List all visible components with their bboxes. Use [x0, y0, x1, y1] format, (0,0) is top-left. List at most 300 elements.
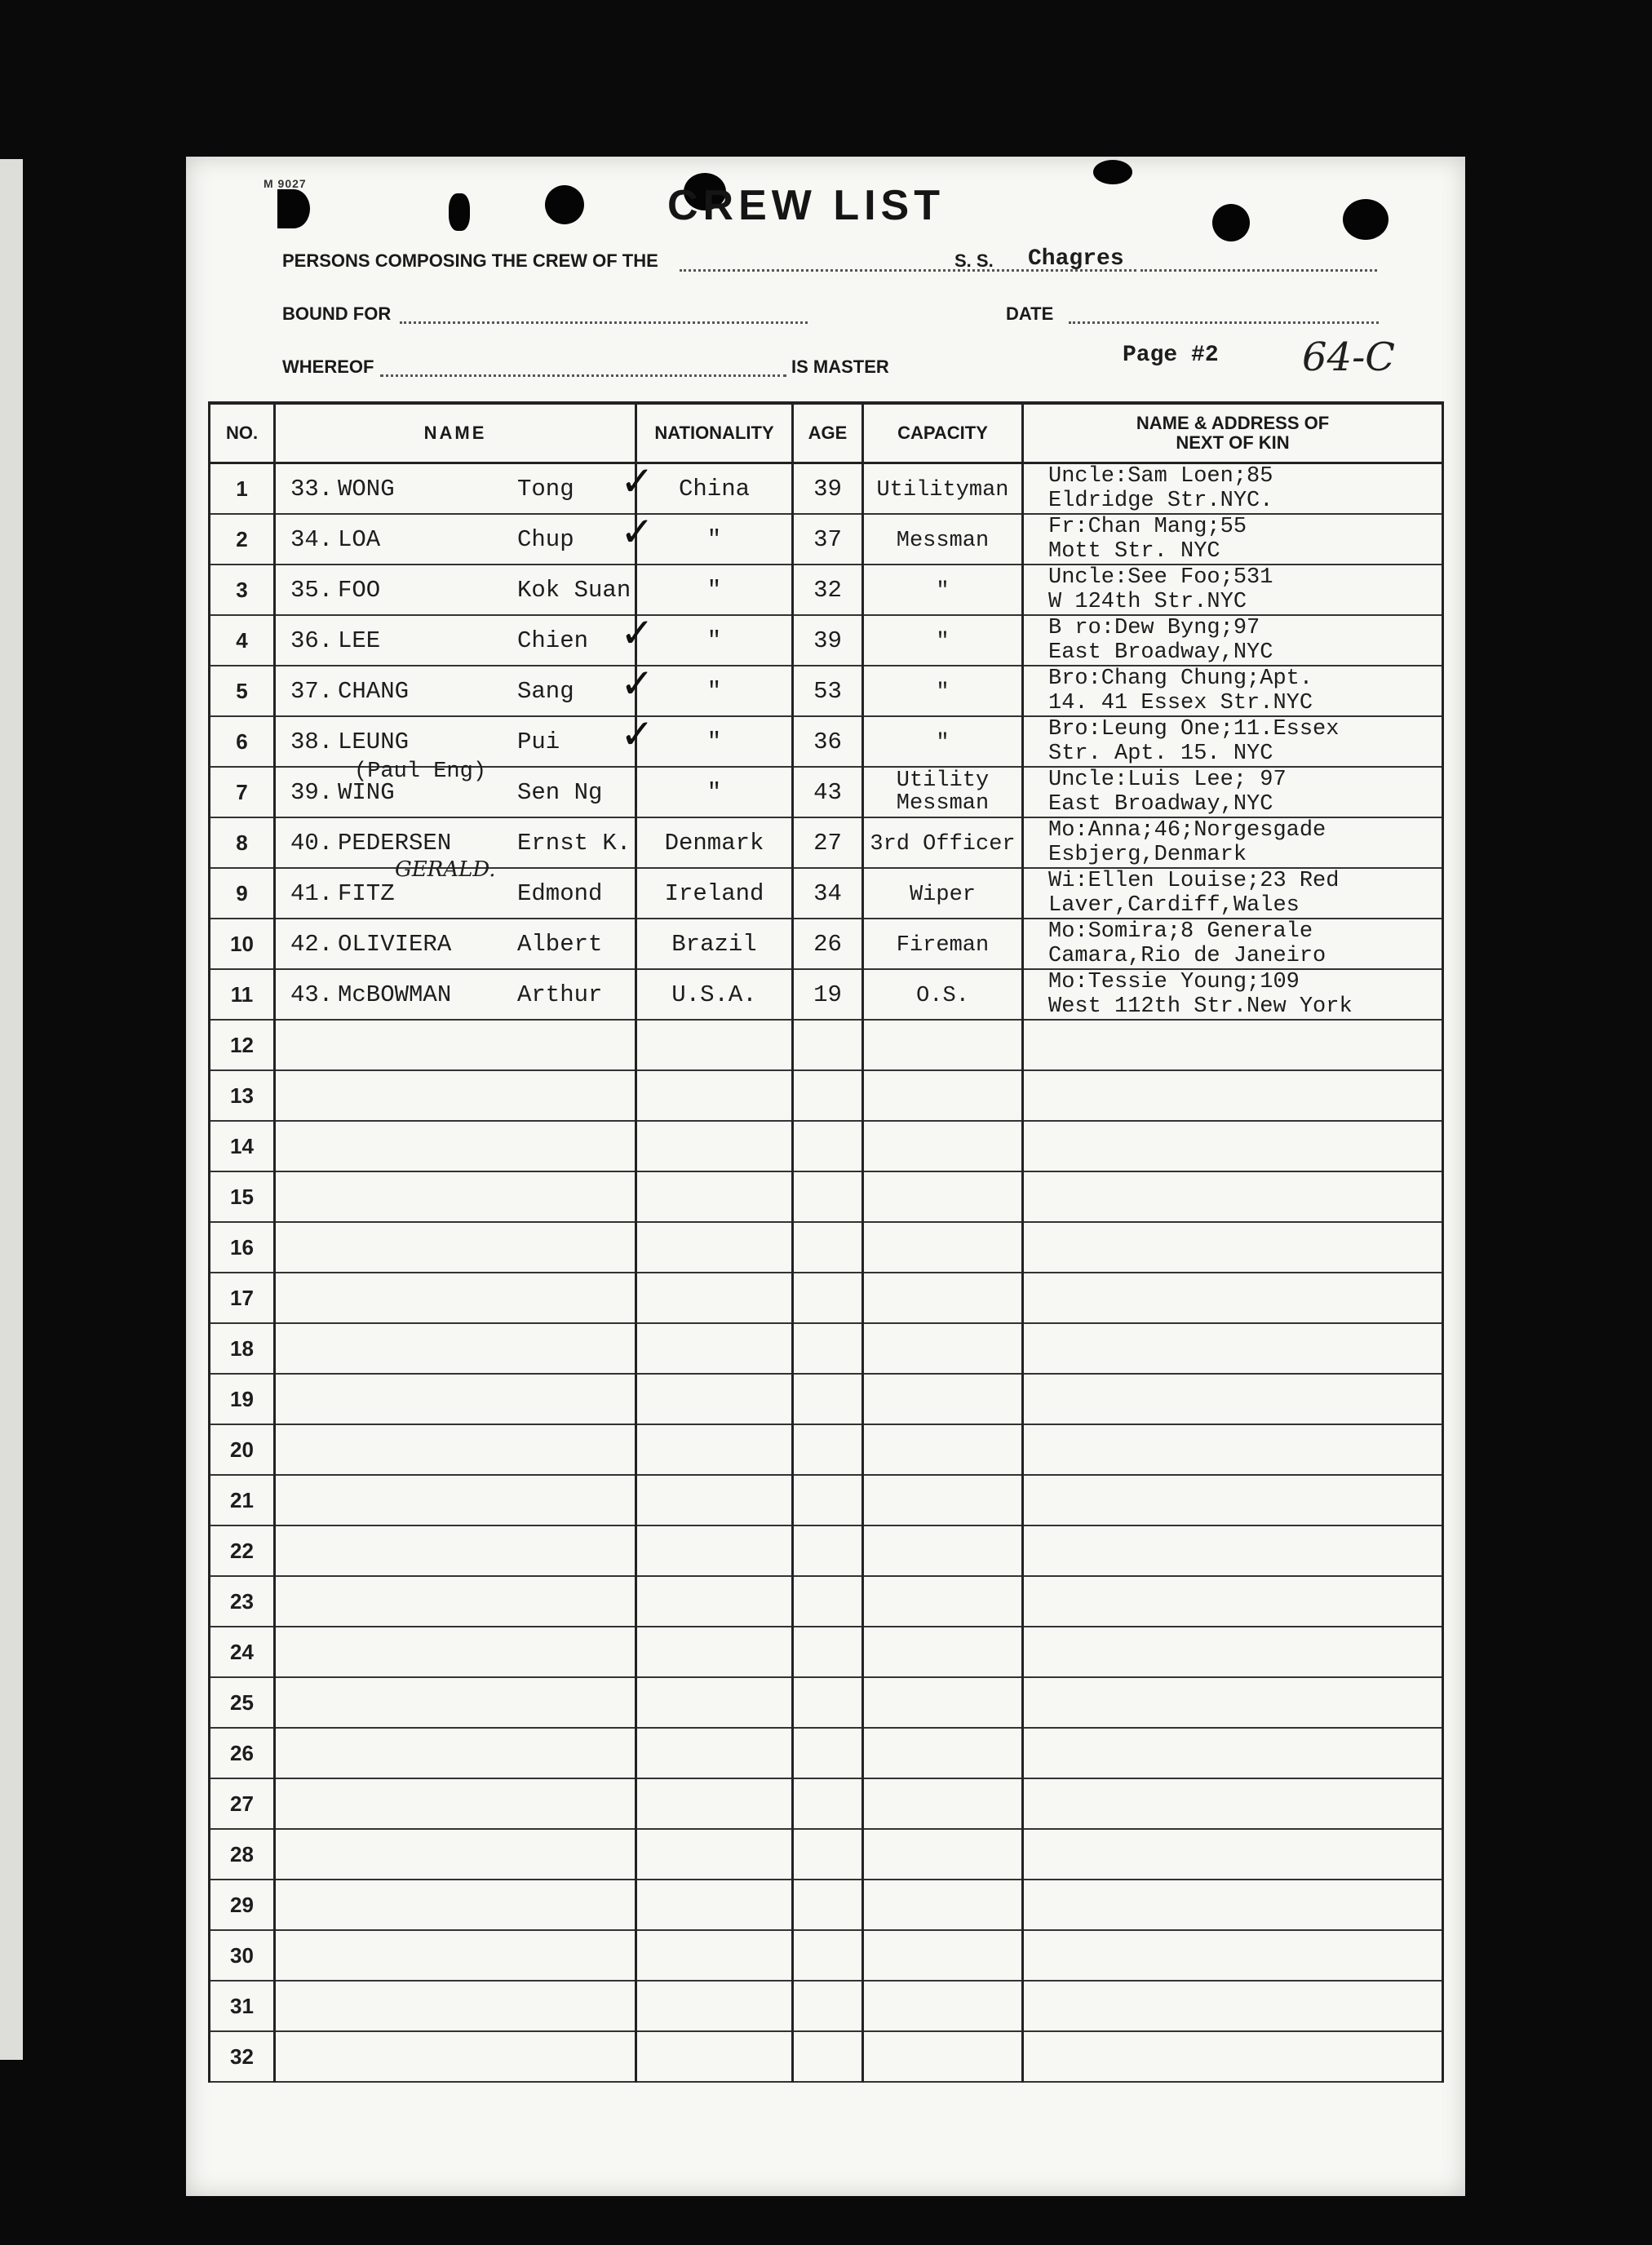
table-row: [210, 1930, 1443, 1981]
empty-cell: [636, 2031, 793, 2082]
kin-header-line2: NEXT OF KIN: [1176, 432, 1290, 453]
crew-serial: 35.: [290, 577, 334, 604]
row-number: 18: [210, 1323, 275, 1374]
empty-cell: [1023, 1525, 1443, 1576]
kin-line2: Camara,Rio de Janeiro: [1048, 944, 1326, 968]
table-row: [210, 1627, 1443, 1677]
crew-given-name: Sen Ng: [517, 779, 603, 806]
empty-cell: [863, 1424, 1023, 1475]
page-number: Page #2: [1123, 343, 1219, 368]
master-label: IS MASTER: [791, 356, 889, 377]
empty-cell: [793, 1121, 863, 1171]
empty-cell: [793, 1880, 863, 1930]
row-number: 9: [210, 868, 275, 919]
crew-next-of-kin: [1023, 868, 1443, 919]
empty-cell: [275, 1728, 636, 1778]
checkmark-icon: ✓: [620, 609, 654, 657]
crew-next-of-kin: [1023, 817, 1443, 868]
empty-cell: [863, 1981, 1023, 2031]
dotted-line: [380, 374, 786, 377]
empty-cell: [793, 1222, 863, 1273]
crew-nationality: ": [636, 716, 793, 767]
crew-age: 43: [793, 767, 863, 817]
checkmark-icon: ✓: [620, 458, 654, 505]
crew-surname: WING: [338, 779, 395, 806]
empty-cell: [1023, 1222, 1443, 1273]
empty-cell: [793, 1424, 863, 1475]
empty-cell: [1023, 1728, 1443, 1778]
crew-given-name: Kok Suan: [517, 577, 631, 604]
empty-cell: [1023, 1778, 1443, 1829]
empty-cell: [863, 1525, 1023, 1576]
crew-name-cell: [275, 969, 636, 1020]
crew-serial: 39.: [290, 779, 334, 806]
table-row: [210, 666, 1443, 716]
empty-cell: [863, 1728, 1023, 1778]
empty-cell: [863, 1627, 1023, 1677]
empty-cell: [636, 1424, 793, 1475]
kin-line1: Uncle:See Foo;531: [1048, 565, 1273, 590]
crew-nationality: Denmark: [636, 817, 793, 868]
crew-given-name: Tong: [517, 476, 574, 503]
empty-cell: [636, 1171, 793, 1222]
row-number: 29: [210, 1880, 275, 1930]
crew-surname: PEDERSEN: [338, 830, 452, 857]
kin-line2: W 124th Str.NYC: [1048, 590, 1247, 614]
empty-cell: [275, 1070, 636, 1121]
empty-cell: [793, 1020, 863, 1070]
punch-hole: [1212, 204, 1250, 241]
crew-age: 39: [793, 615, 863, 666]
crew-name-cell: [275, 565, 636, 615]
table-row: [210, 1525, 1443, 1576]
table-row: [210, 1374, 1443, 1424]
column-header-age: AGE: [793, 403, 863, 463]
crew-capacity: [863, 716, 1023, 767]
empty-cell: [275, 1829, 636, 1880]
crew-surname: WONG: [338, 476, 395, 503]
table-row: [210, 463, 1443, 515]
kin-line1: B ro:Dew Byng;97: [1048, 616, 1260, 640]
row-number: 32: [210, 2031, 275, 2082]
empty-cell: [636, 1930, 793, 1981]
empty-cell: [1023, 1323, 1443, 1374]
table-row: [210, 868, 1443, 919]
empty-cell: [636, 1576, 793, 1627]
crew-surname: FITZ: [338, 880, 395, 907]
empty-cell: [863, 1576, 1023, 1627]
empty-cell: [793, 1981, 863, 2031]
column-header-nationality: NATIONALITY: [636, 403, 793, 463]
dotted-line: [400, 321, 808, 324]
crew-capacity: [863, 666, 1023, 716]
punch-hole: [277, 189, 310, 228]
kin-header-line1: NAME & ADDRESS OF: [1136, 412, 1330, 433]
crew-serial: 37.: [290, 678, 334, 705]
table-header-row: [210, 403, 1443, 463]
empty-cell: [636, 1778, 793, 1829]
crew-given-name: Pui: [517, 728, 560, 755]
empty-cell: [636, 1475, 793, 1525]
empty-cell: [636, 1525, 793, 1576]
row-number: 11: [210, 969, 275, 1020]
table-row: [210, 1323, 1443, 1374]
column-header-capacity: CAPACITY: [863, 403, 1023, 463]
kin-line2: West 112th Str.New York: [1048, 994, 1353, 1019]
capacity-line1: Fireman: [896, 932, 990, 958]
empty-cell: [275, 1020, 636, 1070]
row-number: 1: [210, 463, 275, 515]
punch-hole: [1093, 160, 1132, 184]
row-number: 21: [210, 1475, 275, 1525]
crew-table: [208, 401, 1444, 2083]
crew-name-cell: [275, 857, 636, 919]
crew-capacity: [863, 615, 1023, 666]
row-number: 8: [210, 817, 275, 868]
empty-cell: [275, 1880, 636, 1930]
empty-cell: [863, 1930, 1023, 1981]
capacity-line1: ": [936, 629, 950, 654]
crew-surname: FOO: [338, 577, 381, 604]
crew-age: 27: [793, 817, 863, 868]
empty-cell: [1023, 1930, 1443, 1981]
crew-nationality: Ireland: [636, 868, 793, 919]
empty-cell: [863, 1323, 1023, 1374]
row-number: 13: [210, 1070, 275, 1121]
crew-age: 34: [793, 868, 863, 919]
bound-for-label: BOUND FOR: [282, 303, 392, 324]
empty-cell: [793, 1525, 863, 1576]
crew-given-name: Albert: [517, 931, 603, 958]
dotted-line: [1140, 269, 1377, 272]
row-number: 30: [210, 1930, 275, 1981]
empty-cell: [275, 1930, 636, 1981]
table-row: [210, 1778, 1443, 1829]
column-header-next-of-kin: [1023, 403, 1443, 463]
empty-cell: [793, 1677, 863, 1728]
kin-line2: East Broadway,NYC: [1048, 640, 1273, 665]
empty-cell: [863, 1829, 1023, 1880]
empty-cell: [1023, 1829, 1443, 1880]
crew-next-of-kin: [1023, 716, 1443, 767]
crew-name-cell: [275, 609, 654, 666]
crew-capacity: [863, 868, 1023, 919]
empty-cell: [793, 1171, 863, 1222]
crew-given-name: Sang: [517, 678, 574, 705]
kin-line1: Bro:Leung One;11.Essex: [1048, 717, 1340, 742]
crew-capacity: [863, 463, 1023, 515]
capacity-line1: ": [936, 730, 950, 755]
empty-cell: [1023, 1627, 1443, 1677]
crew-capacity: [863, 919, 1023, 969]
kin-line2: Esbjerg,Denmark: [1048, 843, 1247, 867]
empty-cell: [863, 1222, 1023, 1273]
empty-cell: [1023, 1121, 1443, 1171]
row-number: 28: [210, 1829, 275, 1880]
empty-cell: [636, 1323, 793, 1374]
empty-cell: [636, 1728, 793, 1778]
crew-nationality: ": [636, 565, 793, 615]
crew-age: 53: [793, 666, 863, 716]
crew-name-cell: [275, 508, 654, 565]
crew-next-of-kin: [1023, 919, 1443, 969]
row-number: 20: [210, 1424, 275, 1475]
row-number: 6: [210, 716, 275, 767]
row-number: 7: [210, 767, 275, 817]
empty-cell: [636, 1020, 793, 1070]
table-row: [210, 615, 1443, 666]
empty-cell: [275, 1525, 636, 1576]
empty-cell: [636, 1273, 793, 1323]
table-row: [210, 1222, 1443, 1273]
crew-surname: McBOWMAN: [338, 981, 452, 1008]
row-number: 27: [210, 1778, 275, 1829]
crew-given-name: Ernst K.: [517, 830, 631, 857]
kin-line1: Mo:Tessie Young;109: [1048, 970, 1300, 994]
kin-line1: Mo:Somira;8 Generale: [1048, 919, 1313, 944]
row-number: 15: [210, 1171, 275, 1222]
scan-edge-strip: [0, 159, 23, 2060]
form-code: M 9027: [264, 177, 307, 190]
crew-age: 19: [793, 969, 863, 1020]
empty-cell: [863, 1171, 1023, 1222]
crew-capacity: [863, 767, 1023, 817]
empty-cell: [636, 1880, 793, 1930]
empty-cell: [275, 1778, 636, 1829]
capacity-line1: 3rd Officer: [870, 831, 1016, 857]
empty-cell: [1023, 1981, 1443, 2031]
capacity-line1: Wiper: [909, 882, 976, 907]
table-row: [210, 1829, 1443, 1880]
table-row: [210, 919, 1443, 969]
kin-line2: Mott Str. NYC: [1048, 539, 1220, 564]
crew-next-of-kin: [1023, 767, 1443, 817]
empty-cell: [636, 1374, 793, 1424]
empty-cell: [793, 1627, 863, 1677]
crew-serial: 43.: [290, 981, 334, 1008]
empty-cell: [863, 1677, 1023, 1728]
empty-cell: [275, 1627, 636, 1677]
capacity-line1: Utilityman: [876, 477, 1009, 503]
empty-cell: [275, 1677, 636, 1728]
crew-alias: (Paul Eng): [354, 759, 487, 784]
table-row: [210, 1273, 1443, 1323]
crew-surname: LEE: [338, 627, 381, 654]
row-number: 10: [210, 919, 275, 969]
empty-cell: [275, 2031, 636, 2082]
crew-next-of-kin: [1023, 969, 1443, 1020]
table-row: [210, 969, 1443, 1020]
column-header-name: NAME: [275, 403, 636, 463]
kin-line1: Fr:Chan Mang;55: [1048, 515, 1247, 539]
crew-next-of-kin: [1023, 463, 1443, 515]
empty-cell: [1023, 1880, 1443, 1930]
table-row: [210, 767, 1443, 817]
empty-cell: [275, 1273, 636, 1323]
row-number: 26: [210, 1728, 275, 1778]
empty-cell: [636, 1627, 793, 1677]
table-row: [210, 1070, 1443, 1121]
empty-cell: [1023, 1424, 1443, 1475]
capacity-line2: Messman: [896, 790, 990, 816]
capacity-line1: Messman: [896, 528, 990, 553]
row-number: 16: [210, 1222, 275, 1273]
ss-label: S. S.: [954, 250, 994, 271]
crew-age: 32: [793, 565, 863, 615]
table-row: [210, 1020, 1443, 1070]
empty-cell: [793, 1475, 863, 1525]
table-row: [210, 1880, 1443, 1930]
checkmark-icon: ✓: [620, 508, 654, 556]
empty-cell: [1023, 1273, 1443, 1323]
empty-cell: [1023, 1070, 1443, 1121]
empty-cell: [863, 1475, 1023, 1525]
row-number: 25: [210, 1677, 275, 1728]
empty-cell: [1023, 2031, 1443, 2082]
empty-cell: [275, 1576, 636, 1627]
crew-nationality: Brazil: [636, 919, 793, 969]
kin-line2: Eldridge Str.NYC.: [1048, 489, 1273, 513]
row-number: 24: [210, 1627, 275, 1677]
crew-serial: 40.: [290, 830, 334, 857]
empty-cell: [636, 1222, 793, 1273]
empty-cell: [275, 1323, 636, 1374]
table-row: [210, 1677, 1443, 1728]
crew-surname: LEUNG: [338, 728, 410, 755]
row-number: 2: [210, 514, 275, 565]
empty-cell: [863, 1273, 1023, 1323]
empty-cell: [636, 1121, 793, 1171]
crew-next-of-kin: [1023, 565, 1443, 615]
empty-cell: [1023, 1475, 1443, 1525]
checkmark-icon: ✓: [620, 711, 654, 758]
empty-cell: [275, 1424, 636, 1475]
empty-cell: [863, 1778, 1023, 1829]
crew-nationality: ": [636, 767, 793, 817]
empty-cell: [793, 1273, 863, 1323]
crew-surname: OLIVIERA: [338, 931, 452, 958]
page-title: CREW LIST: [667, 182, 945, 229]
persons-label: PERSONS COMPOSING THE CREW OF THE: [282, 250, 658, 271]
empty-cell: [793, 2031, 863, 2082]
empty-cell: [275, 1374, 636, 1424]
handwritten-correction: GERALD.: [395, 857, 496, 882]
table-row: [210, 565, 1443, 615]
row-number: 14: [210, 1121, 275, 1171]
crew-name-cell: [275, 660, 654, 716]
crew-serial: 33.: [290, 476, 334, 503]
empty-cell: [863, 1121, 1023, 1171]
kin-line2: 14. 41 Essex Str.NYC: [1048, 691, 1313, 715]
capacity-line1: ": [936, 578, 950, 604]
empty-cell: [1023, 1020, 1443, 1070]
empty-cell: [275, 1171, 636, 1222]
crew-name-cell: [275, 759, 636, 817]
crew-capacity: [863, 565, 1023, 615]
empty-cell: [275, 1981, 636, 2031]
punch-hole: [449, 193, 470, 231]
crew-next-of-kin: [1023, 514, 1443, 565]
kin-line1: Mo:Anna;46;Norgesgade: [1048, 818, 1326, 843]
row-number: 31: [210, 1981, 275, 2031]
checkmark-icon: ✓: [620, 660, 654, 707]
kin-line1: Uncle:Sam Loen;85: [1048, 464, 1273, 489]
empty-cell: [1023, 1677, 1443, 1728]
table-row: [210, 1728, 1443, 1778]
capacity-line1: Utility: [896, 768, 990, 793]
crew-given-name: Edmond: [517, 880, 603, 907]
crew-age: 37: [793, 514, 863, 565]
empty-cell: [863, 1880, 1023, 1930]
whereof-label: WHEREOF: [282, 356, 374, 377]
crew-age: 36: [793, 716, 863, 767]
row-number: 3: [210, 565, 275, 615]
empty-cell: [636, 1070, 793, 1121]
crew-nationality: China: [636, 463, 793, 515]
table-row: [210, 2031, 1443, 2082]
ship-name: Chagres: [1028, 246, 1124, 272]
crew-age: 39: [793, 463, 863, 515]
empty-cell: [1023, 1374, 1443, 1424]
empty-cell: [636, 1981, 793, 2031]
kin-line2: East Broadway,NYC: [1048, 792, 1273, 817]
capacity-line1: O.S.: [916, 983, 969, 1008]
empty-cell: [1023, 1576, 1443, 1627]
row-number: 19: [210, 1374, 275, 1424]
crew-given-name: Arthur: [517, 981, 603, 1008]
crew-serial: 38.: [290, 728, 334, 755]
row-number: 22: [210, 1525, 275, 1576]
crew-serial: 34.: [290, 526, 334, 553]
crew-surname: LOA: [338, 526, 381, 553]
row-number: 4: [210, 615, 275, 666]
empty-cell: [275, 1222, 636, 1273]
kin-line2: Str. Apt. 15. NYC: [1048, 742, 1273, 766]
punch-hole: [1343, 199, 1388, 240]
capacity-line1: ": [936, 680, 950, 705]
crew-surname: CHANG: [338, 678, 410, 705]
crew-list-sheet: [186, 157, 1465, 2196]
crew-nationality: ": [636, 514, 793, 565]
crew-nationality: U.S.A.: [636, 969, 793, 1020]
crew-serial: 41.: [290, 880, 334, 907]
empty-cell: [793, 1778, 863, 1829]
crew-given-name: Chien: [517, 627, 589, 654]
table-row: [210, 514, 1443, 565]
table-row: [210, 1171, 1443, 1222]
kin-line1: Bro:Chang Chung;Apt.: [1048, 666, 1313, 691]
crew-nationality: ": [636, 666, 793, 716]
row-number: 12: [210, 1020, 275, 1070]
row-number: 17: [210, 1273, 275, 1323]
punch-hole: [545, 185, 584, 224]
empty-cell: [863, 1070, 1023, 1121]
crew-given-name: Chup: [517, 526, 574, 553]
crew-capacity: [863, 514, 1023, 565]
empty-cell: [793, 1070, 863, 1121]
crew-name-cell: [275, 458, 654, 515]
empty-cell: [793, 1829, 863, 1880]
crew-serial: 36.: [290, 627, 334, 654]
row-number: 5: [210, 666, 275, 716]
empty-cell: [636, 1677, 793, 1728]
empty-cell: [275, 1121, 636, 1171]
table-row: [210, 1424, 1443, 1475]
empty-cell: [863, 2031, 1023, 2082]
empty-cell: [793, 1728, 863, 1778]
crew-nationality: ": [636, 615, 793, 666]
empty-cell: [793, 1576, 863, 1627]
